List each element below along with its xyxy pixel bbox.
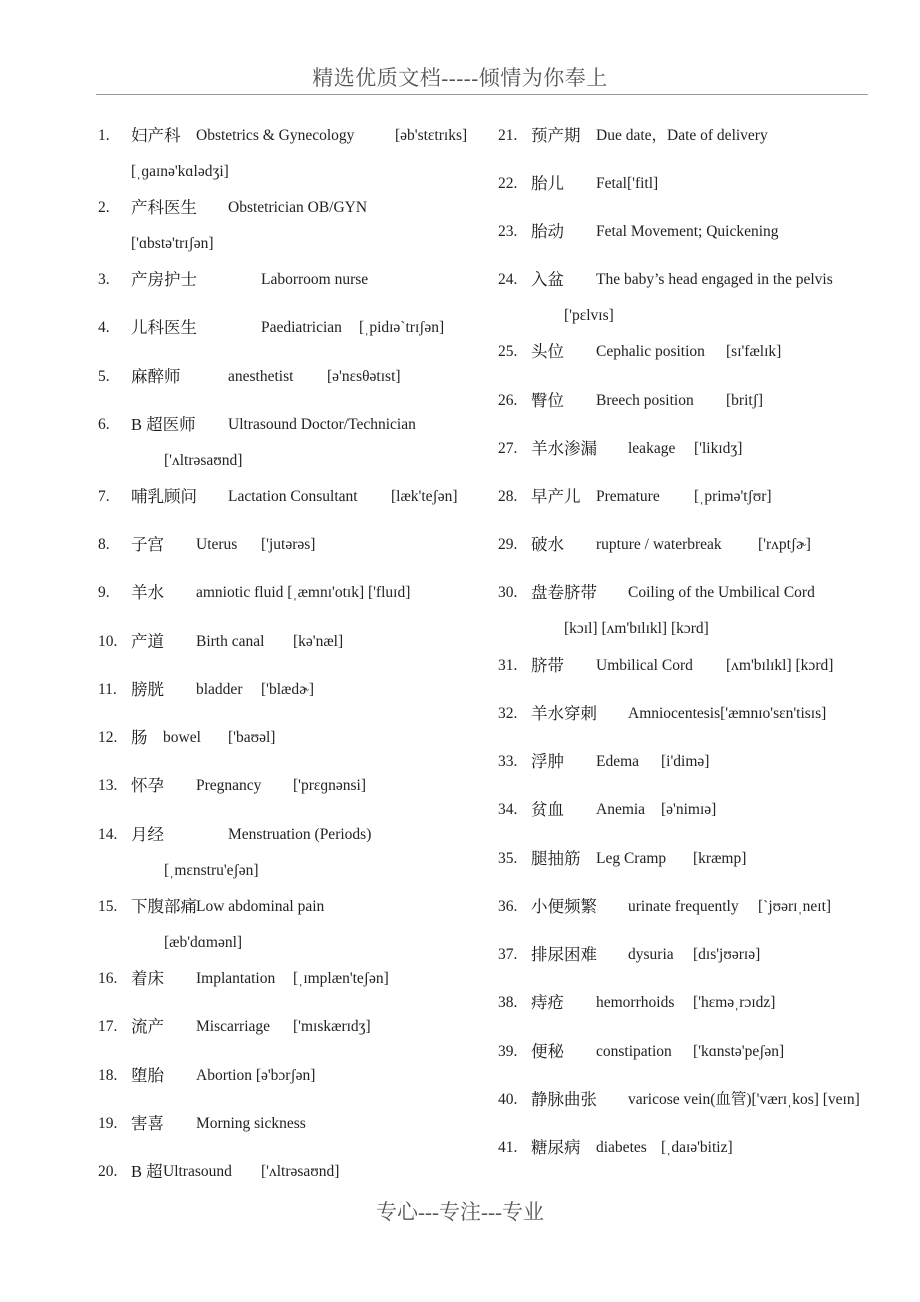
- phonetic-continuation: ['ɑbstə'trɪʃən]: [131, 235, 214, 252]
- entry-number: 32.: [498, 705, 518, 722]
- entry-line: [498, 654, 888, 678]
- english-term: Amniocentesis['æmnɪo'sɛn'tisɪs]: [628, 705, 827, 722]
- glossary-entry: [98, 124, 488, 180]
- glossary-entry: [98, 268, 488, 292]
- phonetic: [sɪ'fælɪk]: [726, 343, 782, 360]
- entry-number: 12.: [98, 729, 118, 746]
- glossary-entry: [98, 1015, 488, 1039]
- glossary-entry: [98, 967, 488, 991]
- phonetic: ['ʌltrəsaʊnd]: [261, 1163, 340, 1180]
- english-term: varicose vein(血管)['værɪˌkos] [veɪn]: [628, 1091, 860, 1108]
- entry-line: [98, 485, 488, 509]
- glossary-entry: [498, 437, 888, 461]
- glossary-entry: [498, 1088, 888, 1112]
- entry-line: [98, 678, 488, 702]
- glossary-entry: [498, 943, 888, 967]
- glossary-entry: [498, 172, 888, 196]
- english-term: Ultrasound Doctor/Technician: [228, 416, 416, 433]
- entry-line: [98, 1112, 488, 1136]
- english-term: Premature: [596, 488, 660, 505]
- chinese-term: 怀孕: [131, 776, 164, 795]
- entry-line: [498, 533, 888, 557]
- entry-line: [98, 413, 488, 437]
- glossary-entry: [498, 268, 888, 324]
- glossary-entry: [98, 1160, 488, 1184]
- glossary-entry: [498, 533, 888, 557]
- chinese-term: 子宫: [131, 535, 164, 554]
- phonetic: [ə'nɛsθətɪst]: [327, 368, 401, 385]
- chinese-term: 流产: [131, 1017, 164, 1036]
- entry-line: [498, 750, 888, 774]
- entry-number: 27.: [498, 440, 518, 457]
- phonetic: [kə'næl]: [293, 633, 344, 650]
- entry-line: [498, 1136, 888, 1160]
- glossary-entry: [498, 750, 888, 774]
- glossary-entry: [498, 485, 888, 509]
- phonetic-continuation: ['ʌltrəsaʊnd]: [164, 452, 243, 469]
- english-term: Uterus: [196, 536, 238, 553]
- glossary-entry: [498, 847, 888, 871]
- chinese-term: 胎动: [531, 222, 564, 241]
- chinese-term: 头位: [531, 342, 564, 361]
- entry-line: [498, 798, 888, 822]
- entry-number: 7.: [98, 488, 110, 505]
- english-term: dysuria: [628, 946, 674, 963]
- phonetic: [ˌɪmplæn'teʃən]: [293, 970, 389, 987]
- glossary-entry: [498, 1136, 888, 1160]
- glossary-entry: [498, 124, 888, 148]
- entry-line: [498, 943, 888, 967]
- header-rule: [96, 94, 868, 95]
- entry-number: 2.: [98, 199, 110, 216]
- phonetic: [ə'nimɪə]: [661, 801, 717, 818]
- entry-number: 19.: [98, 1115, 118, 1132]
- entry-number: 38.: [498, 994, 518, 1011]
- entry-number: 8.: [98, 536, 110, 553]
- chinese-term: 糖尿病: [531, 1138, 581, 1157]
- glossary-entry: [98, 774, 488, 798]
- phonetic-continuation: [ˌmɛnstru'eʃən]: [164, 862, 259, 879]
- phonetic: ['jutərəs]: [261, 536, 316, 553]
- phonetic: ['mɪskærɪdʒ]: [293, 1018, 371, 1035]
- chinese-term: B 超医师: [131, 415, 196, 434]
- entry-number: 11.: [98, 681, 117, 698]
- entry-line: [98, 1015, 488, 1039]
- entry-number: 15.: [98, 898, 118, 915]
- chinese-term: 早产儿: [531, 487, 581, 506]
- glossary-entry: [98, 413, 488, 469]
- chinese-term: 臀位: [531, 391, 564, 410]
- chinese-term: 破水: [531, 535, 564, 554]
- english-term: Pregnancy: [196, 777, 262, 794]
- phonetic: ['blædɚ]: [261, 681, 314, 698]
- phonetic: ['baʊəl]: [228, 729, 276, 746]
- english-term: The baby’s head engaged in the pelvis: [596, 271, 833, 288]
- glossary-entry: [98, 678, 488, 702]
- entry-number: 31.: [498, 657, 518, 674]
- entry-line: [498, 220, 888, 244]
- chinese-term: 排尿困难: [531, 945, 597, 964]
- chinese-term: 便秘: [531, 1042, 564, 1061]
- glossary-entry: [98, 823, 488, 879]
- page-header: 精选优质文档-----倾情为你奉上: [312, 66, 608, 90]
- page-footer: 专心---专注---专业: [376, 1200, 544, 1224]
- english-term: Fetal Movement; Quickening: [596, 223, 779, 240]
- entry-number: 34.: [498, 801, 518, 818]
- entry-line: [98, 124, 488, 148]
- chinese-term: 产道: [131, 632, 164, 651]
- entry-line: [98, 268, 488, 292]
- entry-number: 23.: [498, 223, 518, 240]
- chinese-term: 静脉曲张: [531, 1090, 597, 1109]
- phonetic: [britʃ]: [726, 392, 764, 409]
- glossary-entry: [498, 798, 888, 822]
- entry-number: 37.: [498, 946, 518, 963]
- chinese-term: 痔疮: [531, 993, 564, 1012]
- phonetic: ['prɛɡnənsi]: [293, 777, 367, 794]
- english-term: bowel: [163, 729, 201, 746]
- english-term: Abortion [ə'bɔrʃən]: [196, 1067, 316, 1084]
- entry-number: 29.: [498, 536, 518, 553]
- entry-number: 14.: [98, 826, 118, 843]
- english-term: Lactation Consultant: [228, 488, 358, 505]
- entry-number: 21.: [498, 127, 518, 144]
- glossary-entry: [498, 1040, 888, 1064]
- chinese-term: 入盆: [531, 270, 564, 289]
- entry-line: [98, 316, 488, 340]
- glossary-entry: [98, 1064, 488, 1088]
- english-term: Due date，Date of delivery: [596, 127, 768, 144]
- entry-number: 13.: [98, 777, 118, 794]
- entry-number: 17.: [98, 1018, 118, 1035]
- phonetic-continuation: [æb'dɑmənl]: [164, 934, 243, 951]
- entry-line: [98, 196, 488, 220]
- entry-number: 28.: [498, 488, 518, 505]
- entry-line: [498, 991, 888, 1015]
- entry-line: [98, 967, 488, 991]
- entry-number: 35.: [498, 850, 518, 867]
- entry-number: 26.: [498, 392, 518, 409]
- phonetic: ['kɑnstə'peʃən]: [693, 1043, 785, 1060]
- glossary-entry: [98, 630, 488, 654]
- english-term: bladder: [196, 681, 243, 698]
- glossary-entry: [498, 389, 888, 413]
- entry-line: [498, 702, 888, 726]
- english-term: Coiling of the Umbilical Cord: [628, 584, 815, 601]
- english-term: Low abdominal pain: [196, 898, 325, 915]
- english-term: hemorrhoids: [596, 994, 675, 1011]
- entry-line: [498, 340, 888, 364]
- phonetic: [ʌm'bɪlɪkl] [kɔrd]: [726, 657, 834, 674]
- glossary-entry: [98, 533, 488, 557]
- glossary-entry: [98, 581, 488, 605]
- entry-line: [98, 774, 488, 798]
- entry-line: [98, 1160, 488, 1184]
- glossary-entry: [498, 991, 888, 1015]
- entry-line: [98, 581, 488, 605]
- entry-line: [98, 823, 488, 847]
- chinese-term: 麻醉师: [131, 367, 181, 386]
- phonetic-continuation: [kɔɪl] [ʌm'bɪlɪkl] [kɔrd]: [564, 620, 709, 637]
- entry-number: 33.: [498, 753, 518, 770]
- english-term: Obstetrics & Gynecology: [196, 127, 355, 144]
- entry-number: 9.: [98, 584, 110, 601]
- glossary-entry: [98, 196, 488, 252]
- english-term: Edema: [596, 753, 640, 770]
- chinese-term: 贫血: [531, 800, 564, 819]
- chinese-term: 盘卷脐带: [531, 583, 597, 602]
- english-term: Menstruation (Periods): [228, 826, 372, 843]
- chinese-term: 脐带: [531, 656, 564, 675]
- chinese-term: 羊水: [131, 583, 164, 602]
- glossary-entry: [498, 581, 888, 637]
- english-term: Anemia: [596, 801, 646, 818]
- entry-number: 18.: [98, 1067, 118, 1084]
- phonetic: [ˌdaɪə'bitiz]: [661, 1139, 733, 1156]
- entry-number: 16.: [98, 970, 118, 987]
- chinese-term: 羊水穿刺: [531, 704, 597, 723]
- entry-number: 24.: [498, 271, 518, 288]
- chinese-term: 肠: [131, 728, 148, 747]
- chinese-term: 产科医生: [131, 198, 197, 217]
- english-term: Miscarriage: [196, 1018, 271, 1035]
- entry-number: 3.: [98, 271, 110, 288]
- entry-number: 40.: [498, 1091, 518, 1108]
- phonetic: [ˋjʊərɪˌneɪt]: [758, 898, 832, 915]
- entry-number: 36.: [498, 898, 518, 915]
- entry-line: [98, 630, 488, 654]
- phonetic: [ˌpidɪəˋtrɪʃən]: [359, 319, 445, 336]
- entry-number: 10.: [98, 633, 118, 650]
- glossary-entry: [98, 726, 488, 750]
- chinese-term: 羊水渗漏: [531, 439, 597, 458]
- chinese-term: 预产期: [531, 126, 581, 145]
- chinese-term: 儿科医生: [131, 318, 197, 337]
- glossary-entry: [498, 220, 888, 244]
- phonetic: [əb'stɛtrɪks]: [395, 127, 468, 144]
- english-term: Birth canal: [196, 633, 265, 650]
- chinese-term: 小便频繁: [531, 897, 597, 916]
- english-term: anesthetist: [228, 368, 294, 385]
- english-term: constipation: [596, 1043, 672, 1060]
- glossary-entry: [498, 702, 888, 726]
- entry-number: 4.: [98, 319, 110, 336]
- english-term: Laborroom nurse: [261, 271, 369, 288]
- entry-number: 5.: [98, 368, 110, 385]
- phonetic: [dɪs'jʊərɪə]: [693, 946, 761, 963]
- english-term: Obstetrician OB/GYN: [228, 199, 368, 216]
- chinese-term: 膀胱: [131, 680, 164, 699]
- chinese-term: 产房护士: [131, 270, 197, 289]
- phonetic: [kræmp]: [693, 850, 747, 867]
- entry-line: [498, 895, 888, 919]
- chinese-term: 月经: [131, 825, 164, 844]
- entry-number: 41.: [498, 1139, 518, 1156]
- chinese-term: 哺乳顾问: [131, 487, 197, 506]
- chinese-term: 妇产科: [131, 126, 181, 145]
- english-term: amniotic fluid [ˌæmnɪ'otɪk] ['fluɪd]: [196, 584, 411, 601]
- entry-line: [98, 533, 488, 557]
- entry-line: [98, 726, 488, 750]
- glossary-entry: [498, 654, 888, 678]
- english-term: leakage: [628, 440, 676, 457]
- glossary-entry: [498, 340, 888, 364]
- english-term: Ultrasound: [163, 1163, 232, 1180]
- english-term: Implantation: [196, 970, 276, 987]
- entry-line: [98, 895, 488, 919]
- chinese-term: 浮肿: [531, 752, 564, 771]
- phonetic: ['hɛməˌrɔɪdz]: [693, 994, 776, 1011]
- entry-line: [498, 1088, 888, 1112]
- entry-line: [498, 172, 888, 196]
- entry-number: 30.: [498, 584, 518, 601]
- glossary-entry: [98, 1112, 488, 1136]
- glossary-entry: [98, 895, 488, 951]
- english-term: Morning sickness: [196, 1115, 306, 1132]
- entry-line: [98, 1064, 488, 1088]
- glossary-entry: [98, 316, 488, 340]
- glossary-entry: [498, 895, 888, 919]
- chinese-term: 着床: [131, 969, 164, 988]
- entry-line: [498, 389, 888, 413]
- chinese-term: 下腹部痛: [131, 897, 197, 916]
- phonetic: [ˌprimə'tʃʊr]: [694, 488, 772, 505]
- entry-number: 22.: [498, 175, 518, 192]
- entry-line: [498, 485, 888, 509]
- phonetic: [læk'teʃən]: [391, 488, 458, 505]
- chinese-term: 堕胎: [131, 1066, 164, 1085]
- entry-line: [498, 124, 888, 148]
- entry-number: 1.: [98, 127, 110, 144]
- english-term: diabetes: [596, 1139, 647, 1156]
- entry-line: [498, 847, 888, 871]
- entry-number: 20.: [98, 1163, 118, 1180]
- entry-line: [498, 581, 888, 605]
- entry-line: [498, 437, 888, 461]
- english-term: Paediatrician: [261, 319, 342, 336]
- phonetic: ['rʌptʃɚ]: [758, 536, 811, 553]
- phonetic: [i'dimə]: [661, 753, 710, 770]
- english-term: Leg Cramp: [596, 850, 667, 867]
- entry-line: [498, 268, 888, 292]
- english-term: rupture / waterbreak: [596, 536, 722, 553]
- english-term: Cephalic position: [596, 343, 705, 360]
- phonetic-continuation: [ˌɡaɪnə'kɑlədʒi]: [131, 163, 229, 180]
- chinese-term: 害喜: [131, 1114, 164, 1133]
- glossary-entry: [98, 365, 488, 389]
- chinese-term: 胎儿: [531, 174, 564, 193]
- english-term: Breech position: [596, 392, 694, 409]
- entry-number: 25.: [498, 343, 518, 360]
- chinese-term: B 超: [131, 1162, 163, 1181]
- phonetic: ['likɪdʒ]: [694, 440, 743, 457]
- entry-number: 6.: [98, 416, 110, 433]
- phonetic-continuation: ['pɛlvɪs]: [564, 307, 614, 324]
- entry-line: [498, 1040, 888, 1064]
- english-term: urinate frequently: [628, 898, 739, 915]
- chinese-term: 腿抽筋: [531, 849, 581, 868]
- entry-number: 39.: [498, 1043, 518, 1060]
- entry-line: [98, 365, 488, 389]
- english-term: Fetal['fitl]: [596, 175, 659, 192]
- english-term: Umbilical Cord: [596, 657, 693, 674]
- glossary-entry: [98, 485, 488, 509]
